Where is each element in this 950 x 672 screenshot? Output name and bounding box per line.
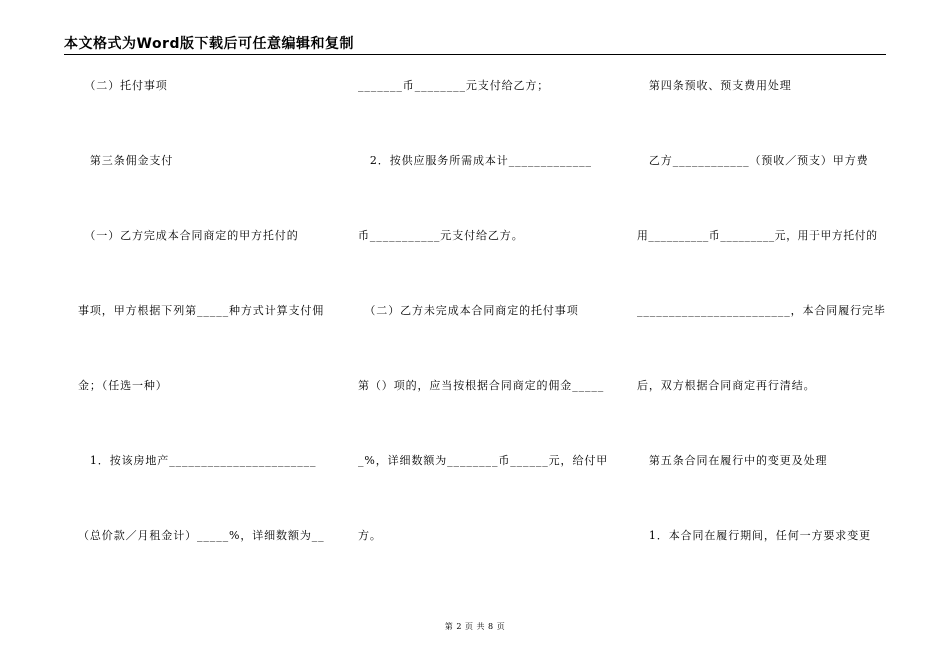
page-number: 第 2 页 共 8 页 <box>444 622 506 631</box>
text-line: 金；（任选一种） <box>78 379 168 392</box>
text-line: 1．按该房地产_______________________ <box>78 454 317 467</box>
text-line: 第三条佣金支付 <box>78 154 174 167</box>
text-line: 后，双方根据合同商定再行清结。 <box>637 379 816 392</box>
text-line: 事项，甲方根据下列第_____种方式计算支付佣 <box>78 304 325 317</box>
text-line: 第（）项的，应当按根据合同商定的佣金_____ <box>358 379 605 392</box>
text-line: 1．本合同在履行期间，任何一方要求变更 <box>637 529 871 542</box>
text-line: _______币________元支付给乙方； <box>358 79 550 92</box>
text-line: ________________________，本合同履行完毕 <box>637 304 886 317</box>
text-line: （二）托付事项 <box>78 79 168 92</box>
text-line: 第四条预收、预支费用处理 <box>637 79 792 92</box>
text-line: 第五条合同在履行中的变更及处理 <box>637 454 828 467</box>
document-header-title: 本文格式为Word版下载后可任意编辑和复制 <box>64 35 886 55</box>
text-line: （总价款／月租金计）_____%，详细数额为__ <box>78 529 325 542</box>
text-line: 乙方____________（预收／预支）甲方费 <box>637 154 869 167</box>
text-column-1 <box>78 0 328 672</box>
text-line: 方。 <box>358 529 382 542</box>
text-line: 2．按供应服务所需成本计_____________ <box>358 154 592 167</box>
text-line: （二）乙方未完成本合同商定的托付事项 <box>358 304 579 317</box>
text-column-2 <box>358 0 608 672</box>
text-line: _%，详细数额为________币______元，给付甲 <box>358 454 609 467</box>
text-line: （一）乙方完成本合同商定的甲方托付的 <box>78 229 299 242</box>
text-line: 用__________币_________元，用于甲方托付的 <box>637 229 878 242</box>
text-column-3 <box>637 0 887 672</box>
text-line: 币___________元支付给乙方。 <box>358 229 524 242</box>
